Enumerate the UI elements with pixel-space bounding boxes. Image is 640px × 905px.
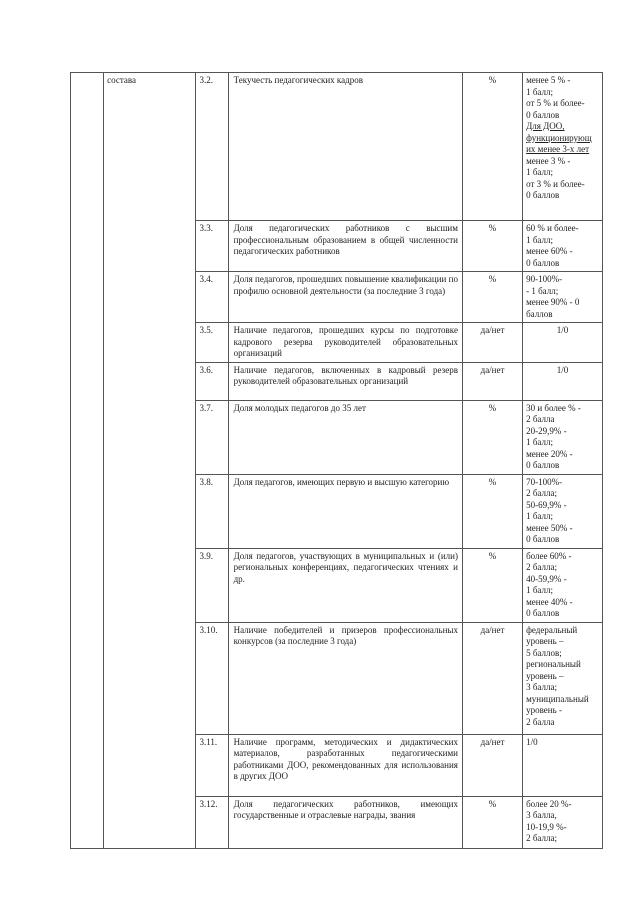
- score-line: 60 % и более-: [526, 223, 579, 233]
- row-number: 3.6.: [196, 362, 228, 400]
- indicator-text: Наличие педагогов, включенных в кадровый резерв руководителей образовательных организаций: [228, 362, 462, 400]
- score-cell: [523, 400, 603, 474]
- score-line: менее 60% -: [526, 246, 573, 256]
- score-note: Для ДОО,: [526, 121, 565, 131]
- score-line: 30 и более % -: [526, 402, 581, 413]
- indicator-text: Наличие программ, методических и дидактических материалов, разработанных педагогическими работниками ДОО, рекомендованных для использования в других ДОО: [228, 734, 462, 796]
- score-line: уровень –: [526, 670, 564, 681]
- score-line: 1 балл;: [526, 167, 553, 177]
- score-cell: [523, 734, 603, 796]
- score-line: 1 балл;: [526, 234, 553, 245]
- score-line: менее 5 % -: [526, 75, 571, 85]
- score-cell: [523, 622, 603, 734]
- row-number: 3.9.: [196, 548, 228, 622]
- score-cell: [523, 474, 603, 548]
- row-number: 3.8.: [196, 474, 228, 548]
- score-line: 2 балла;: [526, 562, 557, 572]
- score-line: 2 балла: [526, 716, 555, 727]
- unit-cell: %: [462, 221, 522, 272]
- row-number: 3.3.: [196, 221, 228, 272]
- score-line: 90-100%-: [526, 274, 563, 284]
- unit-cell: да/нет: [462, 622, 522, 734]
- score-line: 0 баллов: [526, 257, 560, 268]
- score-line: региональный: [526, 659, 581, 669]
- score-line: 1 балл;: [526, 86, 553, 97]
- score-line: 1 балл;: [526, 511, 553, 521]
- indicator-text: Доля педагогов, прошедших повышение квалификации по профилю основной деятельности (за последние 3 года): [228, 272, 462, 323]
- score-line: 0 баллов: [526, 190, 560, 200]
- score-cell: [523, 272, 603, 323]
- score-line: федеральный: [526, 624, 578, 635]
- indicator-text: Доля педагогических работников с высшим профессиональным образованием в общей численности педагогических работников: [228, 221, 462, 272]
- score-line: 5 баллов;: [526, 647, 562, 658]
- indicator-text: Наличие педагогов, прошедших курсы по подготовке кадрового резерва руководителей образовательных организаций: [228, 323, 462, 363]
- row-number: 3.7.: [196, 400, 228, 474]
- score-line: уровень -: [526, 705, 562, 715]
- indicator-text: Доля педагогов, имеющих первую и высшую категорию: [228, 474, 462, 548]
- unit-cell: %: [462, 73, 522, 221]
- score-line: муниципальный: [526, 693, 589, 704]
- score-line: менее 20% -: [526, 448, 573, 459]
- score-line: 2 балла;: [526, 833, 557, 843]
- indicator-text: Текучесть педагогических кадров: [228, 73, 462, 221]
- unit-cell: да/нет: [462, 323, 522, 363]
- unit-cell: %: [462, 474, 522, 548]
- score-note: их менее 3-х лет: [526, 144, 590, 154]
- score-line: от 3 % и более-: [526, 178, 585, 189]
- score-cell: 1/0: [523, 362, 603, 400]
- score-line: 1 балл;: [526, 437, 553, 447]
- score-line: 3 балла,: [526, 810, 557, 820]
- criteria-table: [70, 72, 603, 849]
- score-line: 0 баллов: [526, 608, 560, 618]
- score-line: более 60% -: [526, 550, 572, 561]
- score-line: от 5 % и более-: [526, 98, 585, 108]
- score-line: 1/0: [526, 736, 538, 747]
- unit-cell: да/нет: [462, 362, 522, 400]
- score-line: менее 40% -: [526, 596, 573, 607]
- score-line: 0 баллов: [526, 534, 560, 544]
- indicator-text: Доля педагогов, участвующих в муниципальных и (или) региональных конференциях, педагогических чтениях и др.: [228, 548, 462, 622]
- score-line: более 20 %-: [526, 798, 572, 809]
- indicator-text: Доля молодых педагогов до 35 лет: [228, 400, 462, 474]
- section-label: состава: [107, 75, 137, 85]
- score-cell: [523, 548, 603, 622]
- row-number: 3.2.: [196, 73, 228, 221]
- score-cell: [523, 221, 603, 272]
- score-line: менее 3 % -: [526, 155, 571, 166]
- score-cell: [523, 796, 603, 848]
- score-line: 3 балла;: [526, 682, 557, 692]
- row-number: 3.10.: [196, 622, 228, 734]
- unit-cell: %: [462, 796, 522, 848]
- unit-cell: %: [462, 272, 522, 323]
- indicator-text: Доля педагогических работников, имеющих государственные и отраслевые награды, звания: [228, 796, 462, 848]
- score-line: 70-100%-: [526, 476, 563, 487]
- row-number: 3.12.: [196, 796, 228, 848]
- unit-cell: %: [462, 548, 522, 622]
- score-line: 2 балла;: [526, 488, 557, 498]
- score-note: функционирующ: [526, 132, 592, 143]
- row-number: 3.5.: [196, 323, 228, 363]
- table-row: [71, 73, 603, 221]
- score-line: уровень –: [526, 636, 564, 646]
- score-cell: [523, 73, 603, 221]
- score-line: 2 балла: [526, 414, 555, 424]
- score-line: - 1 балл;: [526, 285, 559, 296]
- score-line: 50-69,9% -: [526, 499, 567, 510]
- score-line: менее 90% - 0: [526, 297, 580, 307]
- indicator-text: Наличие победителей и призеров профессиональных конкурсов (за последние 3 года): [228, 622, 462, 734]
- score-line: 10-19,9 %-: [526, 821, 567, 832]
- row-number: 3.4.: [196, 272, 228, 323]
- score-cell: 1/0: [523, 323, 603, 363]
- unit-cell: да/нет: [462, 734, 522, 796]
- unit-cell: %: [462, 400, 522, 474]
- section-cell: [104, 73, 196, 849]
- score-line: 0 баллов: [526, 460, 560, 470]
- score-line: 20-29,9% -: [526, 425, 567, 436]
- score-line: менее 50% -: [526, 522, 573, 533]
- blank-cell: [71, 73, 104, 849]
- row-number: 3.11.: [196, 734, 228, 796]
- score-line: 0 баллов: [526, 109, 560, 120]
- score-line: 40-59,9% -: [526, 573, 567, 584]
- score-line: баллов: [526, 308, 553, 319]
- score-line: 1 балл;: [526, 585, 553, 595]
